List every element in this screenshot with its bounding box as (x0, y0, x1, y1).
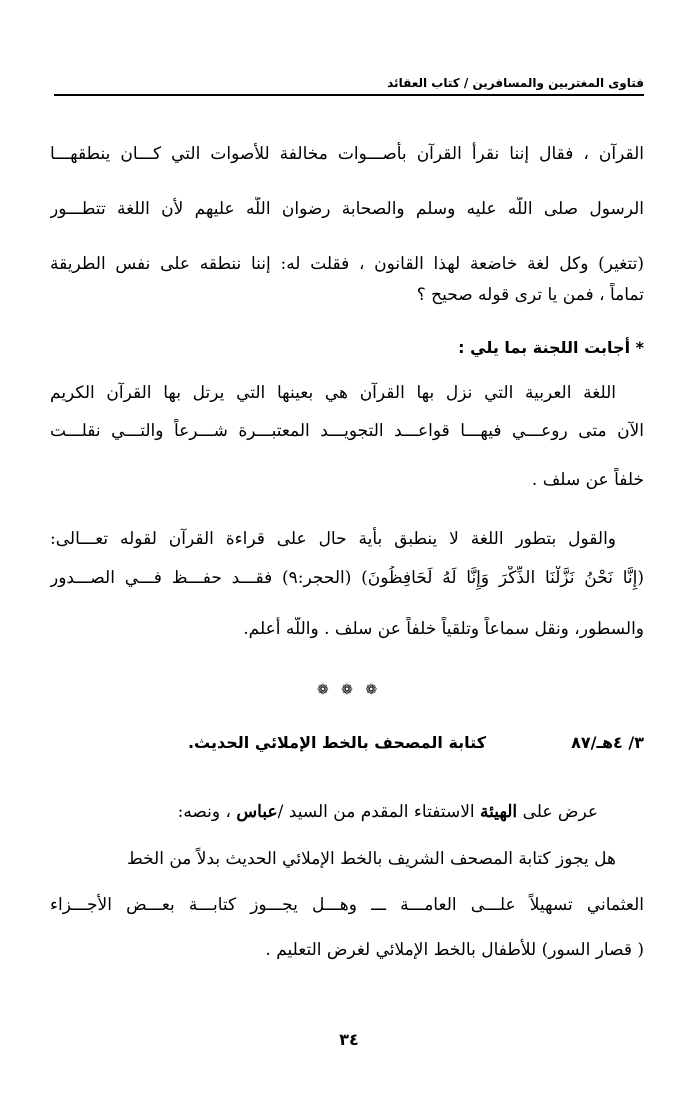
answer-p1-line-2: الآن متى روعـــي فيهـــا قواعـــد التجويـــد المعتبـــرة شـــرعاً والتـــي نقلـــت (50, 421, 644, 441)
question-line-3: (تتغير) وكل لغة خاضعة لهذا القانون ، فقلت له: إننا ننطقه على نفس الطريقة (50, 254, 644, 274)
fatwa-intro-name: عباس (236, 802, 278, 822)
fatwa-intro-middle: الاستفتاء المقدم من السيد / (277, 802, 475, 822)
fatwa-intro (50, 800, 598, 828)
question-line-2: الرسول صلى اللّه عليه وسلم والصحابة رضوان اللّه عليهم لأن اللغة تتطـــور (50, 199, 644, 219)
answer-heading: * أجابت اللجنة بما يلي : (458, 338, 644, 357)
question-line-1: القرآن ، فقال إننا نقرأ القرآن بأصـــوات مخالفة للأصوات التي كـــان ينطقهـــا (50, 144, 644, 164)
fatwa-title: كتابة المصحف بالخط الإملائي الحديث. (187, 733, 486, 752)
page-number: ٣٤ (339, 1030, 359, 1049)
answer-p2-line-3: والسطور، ونقل سماعاً وتلقياً خلفاً عن سلف . واللّه أعلم. (243, 619, 644, 639)
fatwa-heading (54, 733, 644, 763)
section-divider-ornament: ❁ ❁ ❁ (316, 682, 382, 698)
fatwa-question-line-2: العثماني تسهيلاً علـــى العامـــة ـــ وهـــل يجـــوز كتابـــة بعـــض الأجـــزاء (50, 895, 644, 915)
running-header: فتاوى المغتربين والمسافرين / كتاب العقائد (54, 76, 644, 96)
question-line-4: تماماً ، فمن يا ترى قوله صحيح ؟ (416, 285, 644, 305)
fatwa-question-line-1: هل يجوز كتابة المصحف الشريف بالخط الإملائي الحديث بدلاً من الخط (126, 849, 616, 869)
fatwa-intro-suffix: ، ونصه: (177, 802, 232, 822)
fatwa-number: ٣/ ٤هـ/٨٧ (571, 733, 644, 752)
fatwa-question-line-3: ( قصار السور) للأطفال بالخط الإملائي لغرض التعليم . (265, 940, 644, 960)
fatwa-intro-authority: الهيئة (480, 802, 518, 822)
answer-p2-line-2: (إِنَّا نَحْنُ نَزَّلْنَا الذِّكْرَ وَإِنَّا لَهُ لَحَافِظُونَ) (الحجر:٩) فقـــد حفـــظ فـــي الصـــدور (50, 568, 644, 588)
answer-p1-line-1: اللغة العربية التي نزل بها القرآن هي بعينها التي يرتل بها القرآن الكريم (50, 383, 616, 403)
fatwa-intro-prefix: عرض على (522, 802, 598, 822)
answer-p1-line-3: خلفاً عن سلف . (531, 470, 644, 490)
answer-p2-line-1: والقول بتطور اللغة لا ينطبق بأية حال على قراءة القرآن لقوله تعـــالى: (50, 529, 616, 549)
